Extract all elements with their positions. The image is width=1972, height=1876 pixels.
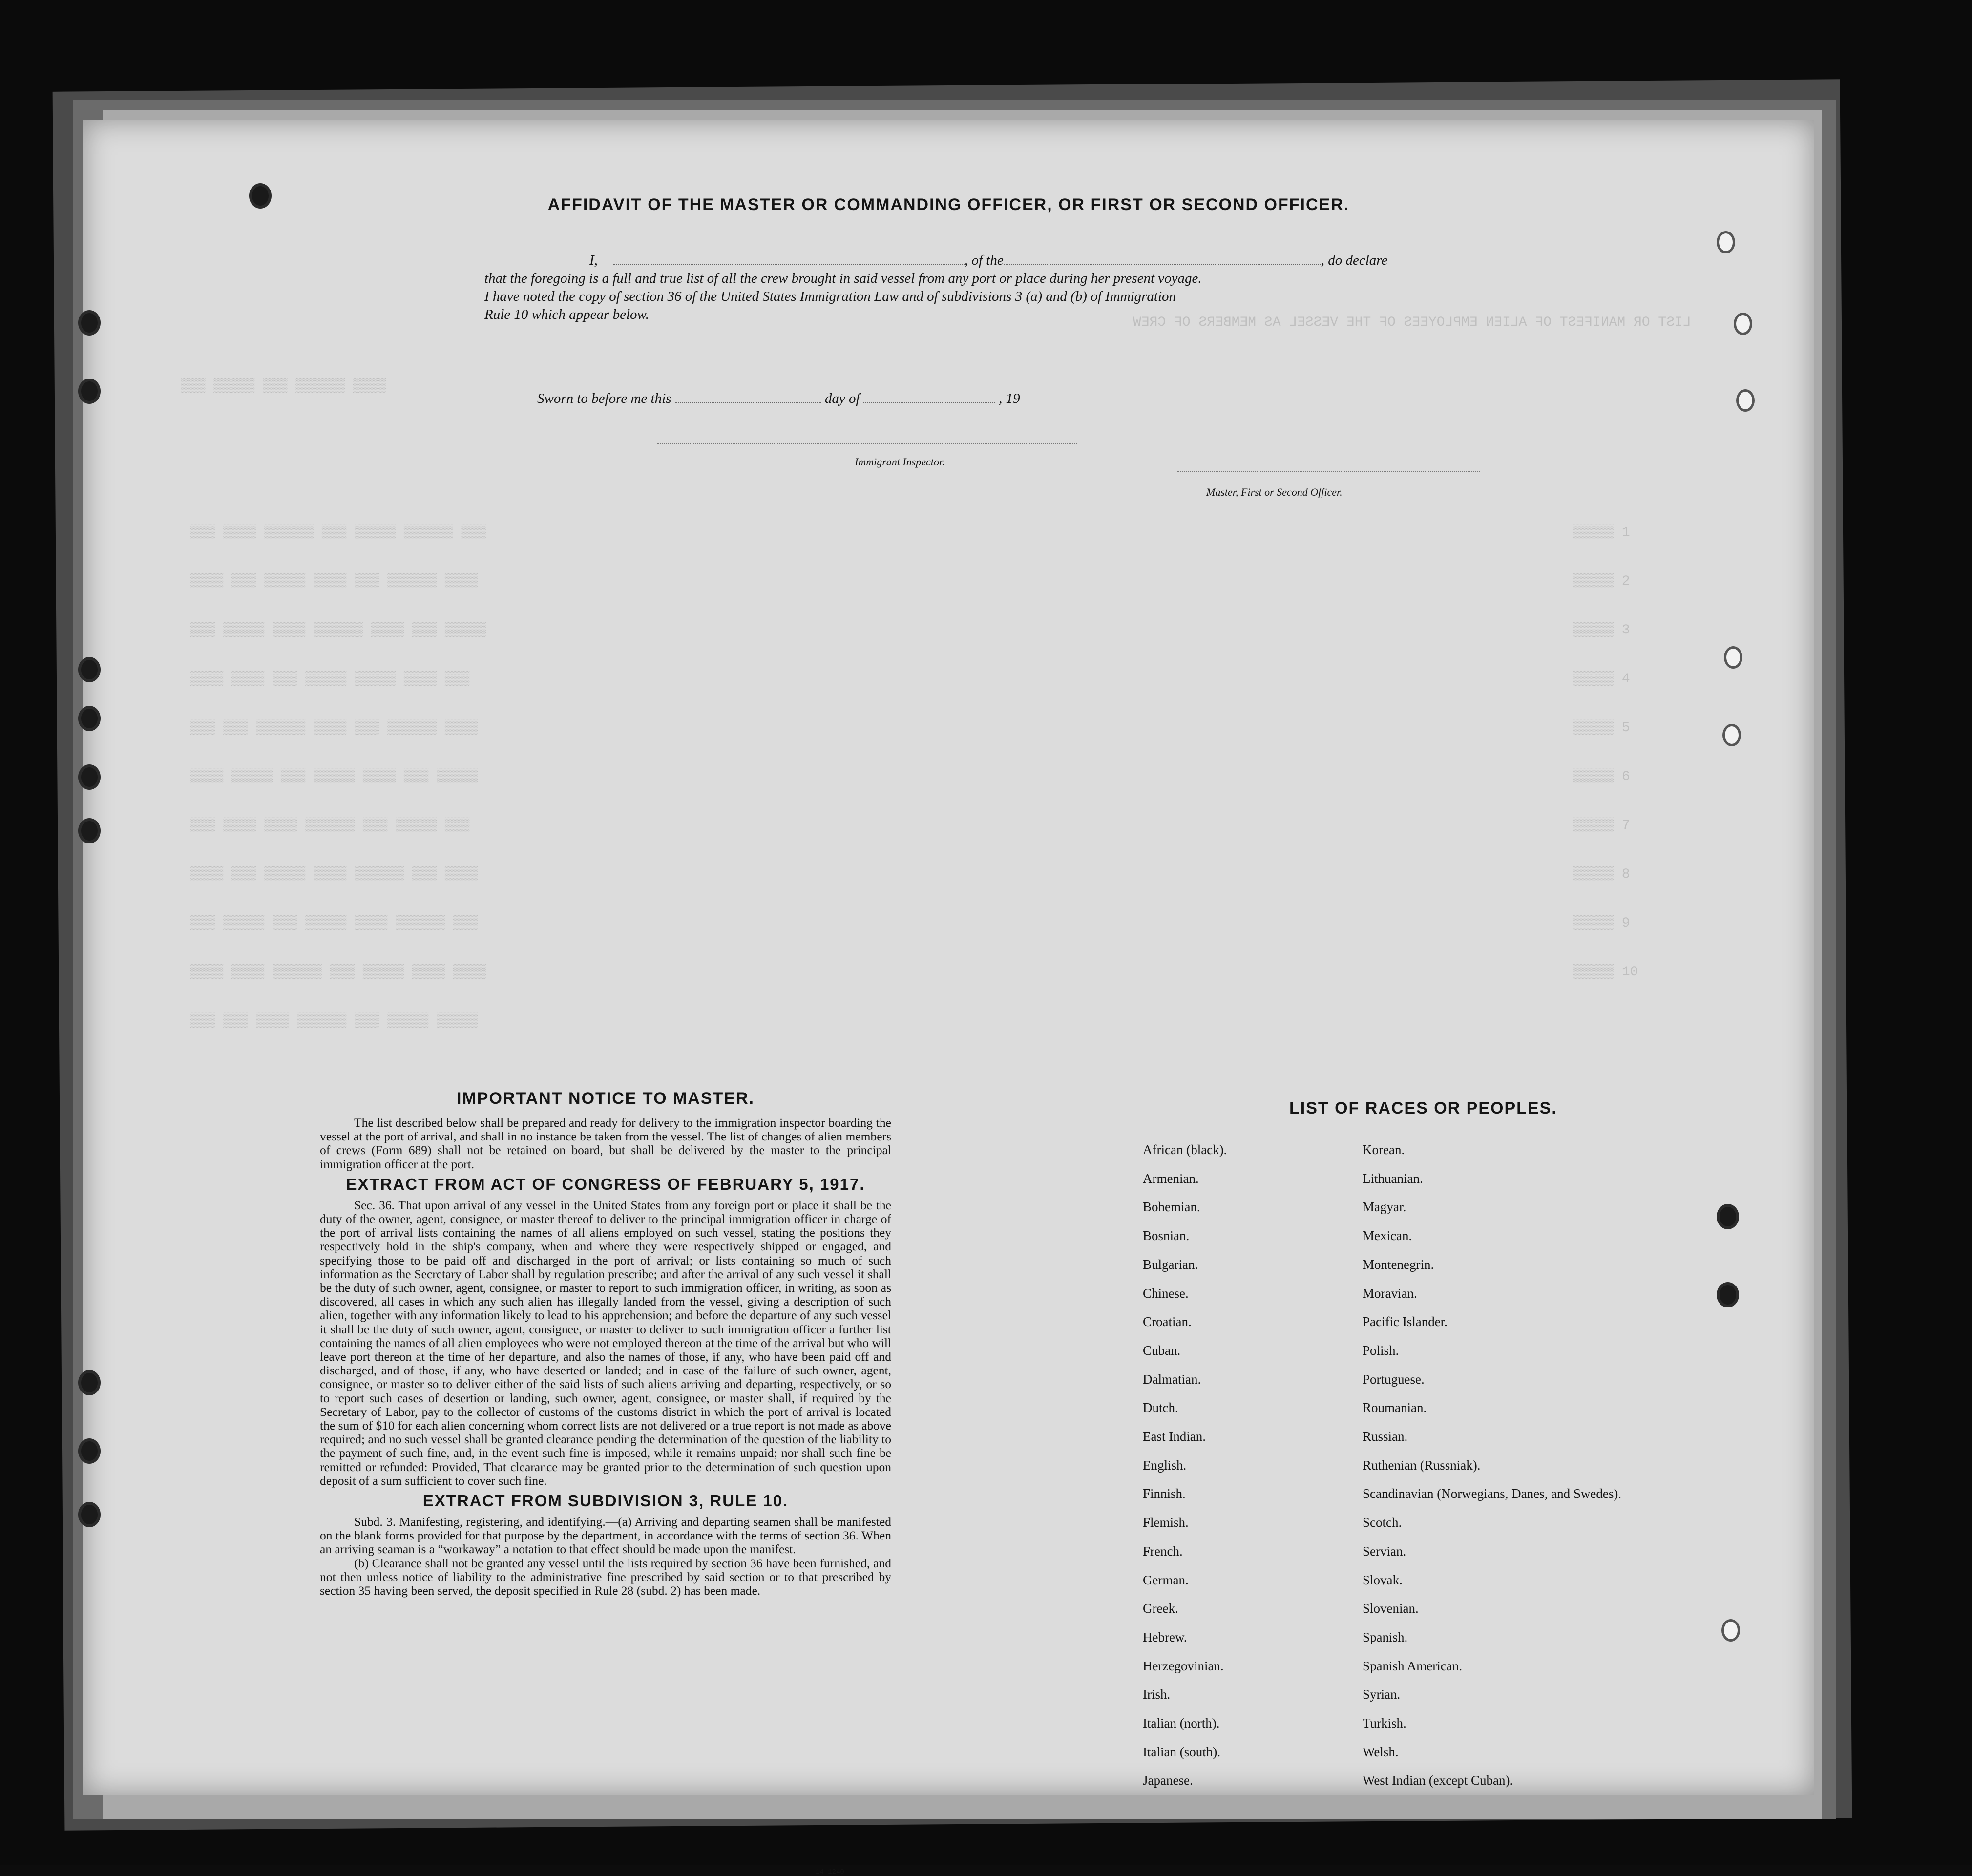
declare-label: , do declare bbox=[1321, 253, 1388, 268]
day-of-label: day of bbox=[824, 391, 860, 406]
race-item: Dutch. bbox=[1143, 1400, 1178, 1415]
race-item: Welsh. bbox=[1363, 1744, 1399, 1759]
race-item: Croatian. bbox=[1143, 1314, 1192, 1329]
race-item: German. bbox=[1143, 1572, 1189, 1587]
race-item: East Indian. bbox=[1143, 1429, 1206, 1444]
race-item: Turkish. bbox=[1363, 1716, 1406, 1731]
manifest-page: LIST OR MANIFEST OF ALIEN EMPLOYEES OF THE VESSEL AS MEMBERS OF CREW ▒▒▒ ▒▒▒▒▒ ▒▒▒ ▒▒▒▒▒▒ ▒▒▒▒ ▒▒▒ ▒▒▒▒ ▒▒▒▒▒▒ ▒▒▒ ▒▒▒▒▒ ▒▒▒▒▒▒ ▒▒▒ ▒▒▒▒ ▒▒▒ ▒▒▒▒▒ ▒▒▒▒ ▒▒▒ ▒▒▒▒▒▒ ▒▒▒▒ ▒▒▒ ▒▒▒▒▒ ▒▒▒▒ ▒▒▒▒▒▒ ▒▒▒▒ ▒▒▒ ▒▒▒▒▒ ▒▒▒▒ ▒▒▒▒ ▒▒▒ ▒▒▒▒▒ ▒▒▒▒▒ ▒▒▒▒ ▒▒▒ ▒▒▒ ▒▒▒ ▒▒▒▒▒▒ ▒▒▒▒ ▒▒▒ ▒▒▒▒▒▒ ▒▒▒▒ ▒▒▒▒ ▒▒▒▒▒ ▒▒▒ ▒▒▒▒▒ ▒▒▒▒ ▒▒▒ ▒▒▒▒▒ ▒▒▒ ▒▒▒▒ ▒▒▒▒ ▒▒▒▒▒▒ ▒▒▒ ▒▒▒▒▒ ▒▒▒ ▒▒▒▒ ▒▒▒ ▒▒▒▒▒ ▒▒▒▒ ▒▒▒▒▒▒ ▒▒▒ ▒▒▒▒ ▒▒▒ ▒▒▒▒▒ ▒▒▒ ▒▒▒▒▒ ▒▒▒▒ ▒▒▒▒▒▒ ▒▒▒ ▒▒▒▒ ▒▒▒▒ ▒▒▒▒▒▒ ▒▒▒ ▒▒▒▒▒ ▒▒▒▒ ▒▒▒▒ ▒▒▒ ▒▒▒ ▒▒▒▒ ▒▒▒▒▒▒ ▒▒▒ ▒▒▒▒▒ ▒▒▒▒▒ ▒▒▒▒▒ 1 ▒▒▒▒▒ 2 ▒▒▒▒▒ 3 ▒▒▒▒▒ 4 ▒▒▒▒▒ 5 ▒▒▒▒▒ 6 ▒▒▒▒▒ 7 ▒▒▒▒▒ 8 ▒▒▒▒▒ 9 ▒▒▒▒▒ 10 AFFIDAVIT OF THE MASTER OR COMMANDING OFFICER, OR FIRST OR SECOND OFFICER. I, , of the , do declare that the foregoing is a full and true list of all the crew brought in said vessel from any port or place during her present voyage. I have noted the copy of section 36 of the United States Immigration Law and of subdivisions 3 (a) and (b) of Immigration Rule 10 which appear below. Master, First or Second Officer. Sworn to before me this day of , 19 Immigrant Inspector. IMPORTANT NOTICE TO MASTER. The list described below shall be prepared and ready for delivery to the immigration inspector boarding the vessel at the port of arrival, and shall in no instance be taken from the vessel. The list of changes of alien members of crews (Form 689) shall not be retained on board, but shall be delivered by the master to the principal immigration officer at the port. EXTRACT FROM ACT OF CONGRESS OF FEBRUARY 5, 1917. Sec. 36. That upon arrival of any vessel in the United States from any foreign port or place it shall be the duty of the owner, agent, consignee, or master thereof to deliver to the principal immigration officer in charge of the port of arrival lists containing the names of all aliens employed on such vessel, stating the positions they respectively hold in the ship's company, when and where they were respectively shipped or engaged, and specifying those to be paid off and discharged in the port of arrival; or lists containing so much of such information as the Secretary of Labor shall by regulation prescribe; and after the arrival of any such vessel it shall be the duty of such owner, agent, consignee, or master to report to such immigration officer, in writing, as soon as discovered, all cases in which any such alien has illegally landed from the vessel, giving a description of such alien, together with any information likely to lead to his apprehension; and before the departure of any such vessel it shall be the duty of such owner, agent, consignee, or master to deliver to such immigration officer a further list containing the names of all alien employees who were not employed thereon at the time of the arrival but who will leave port thereon at the time of her departure, and also the names of those, if any, who have been paid off and discharged, and of those, if any, who have deserted or landed; and in case of the failure of such owner, agent, consignee, or master so to deliver either of the said lists of such aliens arriving and departing, respectively, or so to report such cases of desertion or landing, such owner, agent, consignee, or master shall, if required by the Secretary of Labor, pay to the collector of customs of the customs district in which the port of arrival is located the sum of $10 for each alien concerning whom correct lists are not delivered or a true report is not made as above required; and no such vessel shall be granted clearance pending the determination of the question of the liability to the payment of such fine, and, in the event such fine is imposed, while it remains unpaid; nor shall such fine be remitted or refunded: Provided, That clearance may be granted prior to the determination of such question upon deposit of a sum sufficient to cover such fine. EXTRACT FROM SUBDIVISION 3, RULE 10. Subd. 3. Manifesting, registering, and identifying.—(a) Arriving and departing seamen shall be manifested on the blank forms provided for that purpose by the department, in accordance with the terms of section 36. When an arriving seaman is a “workaway” a notation to that effect should be made upon the manifest. (b) Clearance shall not be granted any vessel until the lists required by section 36 have been furnished, and not then unless notice of liability to the administrative fine prescribed by said section or to that prescribed by section 35 having been served, the deposit specified in Rule 28 (subd. 2) has been made. LIST OF RACES OR PEOPLES. African (black). Armenian. Bohemian. Bosnian. Bulgarian. Chinese. Croatian. Cuban. Dalmatian. Dutch. East Indian. English. Finnish. Flemish. French. German. Greek. Hebrew. Herzegovinian. Irish. Italian (north). Italian (south). Japanese. Korean. Lithuanian. Magyar. Mexican. Montenegrin. Moravian. Pacific Islander. Polish. Portuguese. Roumanian. Russian. Ruthenian (Russniak). Scandinavian (Norwegians, Danes, and Swedes). Scotch. Servian. Slovak. Slovenian. Spanish. Spanish American. Syrian. Turkish. Welsh. West Indian (except Cuban). 14—1240 bbox=[83, 120, 1814, 1795]
vessel-label: , of the bbox=[965, 253, 1004, 268]
binder-hole bbox=[1736, 389, 1755, 412]
race-item: Italian (south). bbox=[1143, 1744, 1220, 1759]
race-item: Servian. bbox=[1363, 1543, 1406, 1559]
race-item: Cuban. bbox=[1143, 1343, 1181, 1358]
binder-hole bbox=[78, 657, 101, 682]
race-item: Armenian. bbox=[1143, 1171, 1199, 1186]
sworn-month-field[interactable] bbox=[863, 402, 995, 403]
notice-body: The list described below shall be prepared and ready for delivery to the immigration inspector boarding the vessel at the port of arrival, and shall in no instance be taken from the vessel. The list of changes of alien members of crews (Form 689) shall not be retained on board, but shall be delivered by the master to the principal immigration officer at the port. bbox=[320, 1116, 891, 1171]
race-item: West Indian (except Cuban). bbox=[1363, 1773, 1513, 1788]
race-item: African (black). bbox=[1143, 1142, 1227, 1157]
binder-hole bbox=[1722, 724, 1741, 746]
race-item: Moravian. bbox=[1363, 1286, 1417, 1301]
binder-hole bbox=[78, 310, 101, 336]
binder-hole bbox=[78, 1502, 101, 1527]
legal-notices bbox=[320, 1089, 891, 1598]
declaration-line-1 bbox=[484, 252, 1432, 270]
rule-extract-para-a: Subd. 3. Manifesting, registering, and identifying.—(a) Arriving and departing seamen shall be manifested on the blank forms provided for that purpose by the department, in accordance with the terms of section 36. When an arriving seaman is a “workaway” a notation to that effect should be made upon the manifest. bbox=[320, 1515, 891, 1557]
binder-hole bbox=[1724, 646, 1742, 669]
master-signature-line[interactable] bbox=[1177, 471, 1480, 472]
race-item: Spanish. bbox=[1363, 1629, 1408, 1644]
race-item: Bulgarian. bbox=[1143, 1257, 1198, 1272]
race-item: Polish. bbox=[1363, 1343, 1399, 1358]
declaration-line-4: Rule 10 which appear below. bbox=[484, 307, 649, 322]
race-item: Irish. bbox=[1143, 1687, 1171, 1702]
act-extract-body: Sec. 36. That upon arrival of any vessel in the United States from any foreign port or place it shall be the duty of the owner, agent, consignee, or master thereof to deliver to the principal immigration officer in charge of the port of arrival lists containing the names of all aliens employed on such vessel, stating the positions they respectively hold in the ship's company, when and where they were respectively shipped or engaged, and specifying those to be paid off and discharged in the port of arrival; or lists containing so much of such information as the Secretary of Labor shall by regulation prescribe; and after the arrival of any such vessel it shall be the duty of such owner, agent, consignee, or master to report to such immigration officer, in writing, as soon as discovered, all cases in which any such alien has illegally landed from the vessel, giving a description of such alien, together with any information likely to lead to his apprehension; and before the departure of any such vessel it shall be the duty of such owner, agent, consignee, or master to deliver to such immigration officer a further list containing the names of all alien employees who were not employed thereon at the time of the arrival but who will leave port thereon at the time of her departure, and also the names of those, if any, who have been paid off and discharged, and of those, if any, who have deserted or landed; and in case of the failure of such owner, agent, consignee, or master so to deliver either of the said lists of such aliens arriving and departing, respectively, or so to report such cases of desertion or landing, such owner, agent, consignee, or master shall, if required by the Secretary of Labor, pay to the collector of customs of the customs district in which the port of arrival is located the sum of $10 for each alien concerning whom correct lists are not delivered or a true report is not made as above required; and no such vessel shall be granted clearance pending the determination of the question of the liability to the payment of such fine, and, in the event such fine is imposed, while it remains unpaid; nor shall such fine be remitted or refunded: Provided, That clearance may be granted prior to the determination of such question upon deposit of a sum sufficient to cover such fine. bbox=[320, 1198, 891, 1488]
race-item: Japanese. bbox=[1143, 1773, 1193, 1788]
race-item: Russian. bbox=[1363, 1429, 1408, 1444]
binder-hole bbox=[78, 1370, 101, 1395]
race-item: Roumanian. bbox=[1363, 1400, 1427, 1415]
binder-hole bbox=[78, 379, 101, 404]
race-item: Scotch. bbox=[1363, 1515, 1402, 1530]
race-item: Slovenian. bbox=[1363, 1601, 1419, 1616]
act-extract-title: EXTRACT FROM ACT OF CONGRESS OF FEBRUARY 5, 1917. bbox=[346, 1175, 865, 1193]
race-item: Ruthenian (Russniak). bbox=[1363, 1457, 1481, 1473]
notice-title: IMPORTANT NOTICE TO MASTER. bbox=[457, 1089, 755, 1108]
binder-hole bbox=[78, 1438, 101, 1464]
race-item: Spanish American. bbox=[1363, 1658, 1462, 1673]
affidavit-title: AFFIDAVIT OF THE MASTER OR COMMANDING OFFICER, OR FIRST OR SECOND OFFICER. bbox=[547, 195, 1350, 214]
race-item: Chinese. bbox=[1143, 1286, 1189, 1301]
binder-hole bbox=[78, 706, 101, 731]
races-right-column bbox=[1363, 1136, 1622, 1795]
binder-hole bbox=[78, 818, 101, 843]
declarant-name-field[interactable] bbox=[613, 264, 965, 265]
sworn-statement bbox=[537, 391, 1020, 407]
declarant-label: I, bbox=[589, 253, 598, 268]
race-item: Hebrew. bbox=[1143, 1629, 1187, 1644]
race-item: Korean. bbox=[1363, 1142, 1405, 1157]
binder-hole bbox=[1717, 231, 1735, 253]
races-list bbox=[1133, 1099, 1768, 1795]
race-item: Bohemian. bbox=[1143, 1200, 1200, 1215]
race-item: Scandinavian (Norwegians, Danes, and Swedes). bbox=[1363, 1486, 1622, 1501]
race-item: Italian (north). bbox=[1143, 1716, 1220, 1731]
sworn-day-field[interactable] bbox=[675, 402, 821, 403]
races-title: LIST OF RACES OR PEOPLES. bbox=[1289, 1099, 1557, 1117]
race-item: Mexican. bbox=[1363, 1228, 1412, 1244]
rule-extract-title: EXTRACT FROM SUBDIVISION 3, RULE 10. bbox=[422, 1492, 789, 1510]
race-item: Flemish. bbox=[1143, 1515, 1189, 1530]
binder-hole bbox=[1734, 313, 1752, 335]
declaration-line-2: that the foregoing is a full and true list of all the crew brought in said vessel from any port or place during her present voyage. bbox=[484, 271, 1202, 286]
race-item: Syrian. bbox=[1363, 1687, 1401, 1702]
races-left-column bbox=[1143, 1136, 1363, 1795]
inspector-signature-caption: Immigrant Inspector. bbox=[855, 456, 945, 468]
race-item: Greek. bbox=[1143, 1601, 1178, 1616]
vessel-name-field[interactable] bbox=[1004, 264, 1321, 265]
race-item: Herzegovinian. bbox=[1143, 1658, 1224, 1673]
inspector-signature-line[interactable] bbox=[657, 443, 1077, 444]
binder-hole bbox=[78, 764, 101, 790]
race-item: Montenegrin. bbox=[1363, 1257, 1434, 1272]
sworn-label: Sworn to before me this bbox=[537, 391, 671, 406]
year-label: , 19 bbox=[999, 391, 1020, 406]
race-item: Magyar. bbox=[1363, 1200, 1406, 1215]
rule-extract-para-b: (b) Clearance shall not be granted any vessel until the lists required by section 36 have been furnished, and not then unless notice of liability to the administrative fine prescribed by said section or to that prescribed by section 35 having been served, the deposit specified in Rule 28 (subd. 2) has been made. bbox=[320, 1556, 891, 1598]
declaration-line-3: I have noted the copy of section 36 of the United States Immigration Law and of subdivisions 3 (a) and (b) of Immigration bbox=[484, 289, 1176, 304]
race-item: Dalmatian. bbox=[1143, 1371, 1201, 1387]
race-item: French. bbox=[1143, 1543, 1183, 1559]
race-item: Slovak. bbox=[1363, 1572, 1403, 1587]
race-item: English. bbox=[1143, 1457, 1187, 1473]
affidavit-declaration bbox=[484, 252, 1432, 324]
race-item: Bosnian. bbox=[1143, 1228, 1190, 1244]
form-number: 14—1240 bbox=[816, 1868, 844, 1876]
master-signature-caption: Master, First or Second Officer. bbox=[1206, 486, 1343, 498]
race-item: Finnish. bbox=[1143, 1486, 1186, 1501]
races-columns bbox=[1133, 1136, 1768, 1795]
race-item: Portuguese. bbox=[1363, 1371, 1425, 1387]
race-item: Lithuanian. bbox=[1363, 1171, 1423, 1186]
race-item: Pacific Islander. bbox=[1363, 1314, 1448, 1329]
